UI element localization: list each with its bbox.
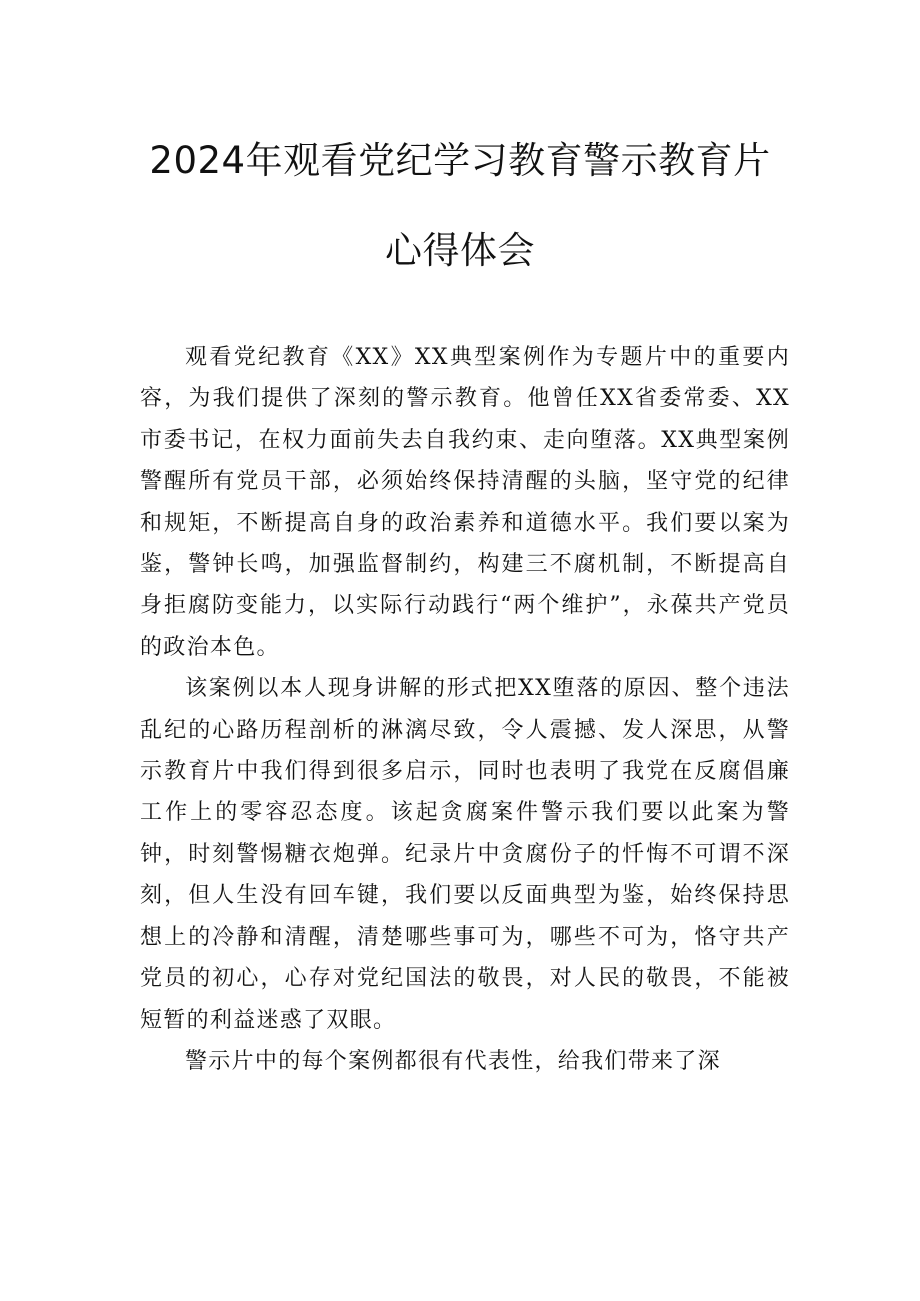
document-title-line-2: 心得体会: [385, 229, 535, 272]
document-body: [140, 337, 790, 1082]
paragraph-1: 观看党纪教育《XX》XX典型案例作为专题片中的重要内容，为我们提供了深刻的警示教育。他曾任XX省委常委、XX市委书记，在权力面前失去自我约束、走向堕落。XX典型案例警醒所有党员干部，必须始终保持清醒的头脑，坚守党的纪律和规矩，不断提高自身的政治素养和道德水平。我们要以案为鉴，警钟长鸣，加强监督制约，构建三不腐机制，不断提高自身拒腐防变能力，以实际行动践行“两个维护”，永葆共产党员的政治本色。: [140, 345, 790, 660]
paragraph-2: 该案例以本人现身讲解的形式把XX堕落的原因、整个违法乱纪的心路历程剖析的淋漓尽致，令人震撼、发人深思，从警示教育片中我们得到很多启示，同时也表明了我党在反腐倡廉工作上的零容忍态度。该起贪腐案件警示我们要以此案为警钟，时刻警惕糖衣炮弹。纪录片中贪腐份子的忏悔不可谓不深刻，但人生没有回车键，我们要以反面典型为鉴，始终保持思想上的冷静和清醒，清楚哪些事可为，哪些不可为，恪守共产党员的初心，心存对党纪国法的敬畏，对人民的敬畏，不能被短暂的利益迷惑了双眼。: [140, 676, 790, 1033]
paragraph-3: 警示片中的每个案例都很有代表性，给我们带来了深: [185, 1048, 721, 1074]
document-title-line-1: 2024年观看党纪学习教育警示教育片: [149, 139, 771, 182]
